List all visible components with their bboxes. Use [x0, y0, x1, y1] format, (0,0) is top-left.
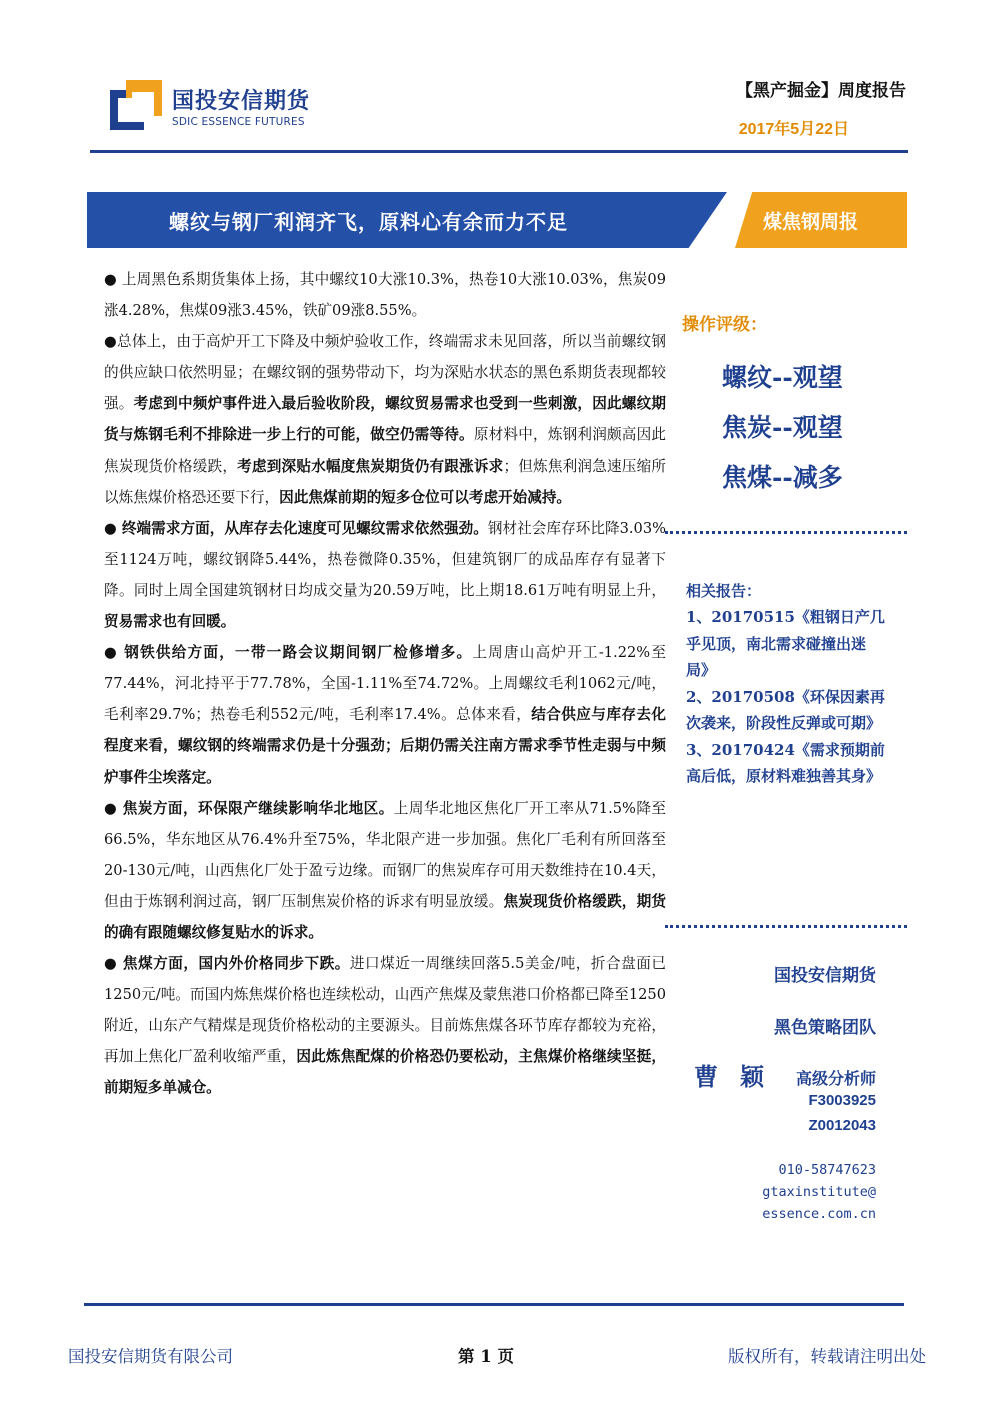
- rating-label: 操作评级：: [682, 315, 767, 335]
- paragraph-emphasis: 贸易需求也有回暖。: [104, 613, 236, 631]
- paragraph-emphasis: ● 焦煤方面，国内外价格同步下跌。: [104, 955, 350, 973]
- logo-text-cn: 国投安信期货: [172, 89, 311, 114]
- title-banner: [87, 192, 907, 248]
- analyst-name: 曹颖: [694, 1062, 786, 1091]
- paragraph-text: 原材料中，炼钢利润颇高因此焦炭现货价格缓跌，: [104, 426, 666, 475]
- logo-mark-icon: [110, 80, 162, 130]
- report-title: 螺纹与钢厂利润齐飞，原料心有余而力不足: [169, 210, 568, 234]
- rating-coking-coal: 焦煤--减多: [722, 463, 843, 492]
- paragraph-demand: [104, 513, 666, 637]
- paragraph-text: 上周唐山高炉开工-1.22%至77.44%，河北持平于77.78%，全国-1.11%至74.72%。上周螺纹毛利1062元/吨，毛利率29.7%；热卷毛利552元/吨，毛利率17.4%。总体来看，: [104, 644, 666, 724]
- report-body: [104, 264, 666, 1104]
- footer-company: 国投安信期货有限公司: [68, 1347, 233, 1366]
- paragraph-emphasis: ● 终端需求方面，从库存去化速度可见螺纹需求依然强劲。: [104, 519, 488, 537]
- paragraph-emphasis: 焦炭现货价格缓跌，期货的确有跟随螺纹修复贴水的诉求。: [104, 892, 666, 941]
- paragraph-summary: [104, 264, 666, 326]
- contact-email-line[interactable]: gtaxinstitute@: [762, 1184, 876, 1200]
- paragraph-supply: [104, 637, 666, 792]
- paragraph-emphasis: 考虑到深贴水幅度焦炭期货仍有跟涨诉求: [237, 457, 504, 475]
- report-date: 2017年5月22日: [738, 121, 849, 138]
- paragraph-emphasis: 因此焦煤前期的短多仓位可以考虑开始减持。: [279, 488, 572, 506]
- page-number: 第 1 页: [458, 1347, 514, 1366]
- analyst-title: 高级分析师: [795, 1069, 876, 1088]
- report-category-tag: 煤焦钢周报: [763, 211, 859, 233]
- paragraph-emphasis: 考虑到中频炉事件进入最后验收阶段，螺纹贸易需求也受到一些刺激，因此螺纹期货与炼钢毛利不排除进一步上行的可能，做空仍需等待。: [104, 395, 666, 444]
- sidebar-divider: [665, 925, 907, 928]
- paragraph-coking-coal: [104, 948, 666, 1103]
- sidebar-divider: [665, 531, 907, 534]
- paragraph-text: ●总体上，由于高炉开工下降及中频炉验收工作，终端需求未见回落，所以当前螺纹钢的供应缺口依然明显；在螺纹钢的强势带动下，均为深贴水状态的黑色系期货表现都较强。: [104, 333, 666, 413]
- license-number: Z0012043: [808, 1117, 876, 1134]
- company-logo: [110, 80, 350, 140]
- company-name: 国投安信期货: [774, 966, 876, 986]
- report-type: 【黑产掘金】周度报告: [736, 81, 906, 101]
- rating-rebar: 螺纹--观望: [722, 363, 843, 392]
- contact-phone: 010-58747623: [778, 1162, 876, 1178]
- paragraph-coke: [104, 793, 666, 948]
- license-number: F3003925: [808, 1092, 876, 1109]
- paragraph-emphasis: 因此炼焦配煤的价格恐仍要松动，主焦煤价格继续坚挺，前期短多单减仓。: [104, 1048, 666, 1097]
- team-name: 黑色策略团队: [774, 1018, 876, 1038]
- rating-coke: 焦炭--观望: [722, 413, 843, 442]
- paragraph-emphasis: 结合供应与库存去化程度来看，螺纹钢的终端需求仍是十分强劲；后期仍需关注南方需求季节性走弱与中频炉事件尘埃落定。: [104, 706, 666, 786]
- related-reports-title: 相关报告：: [686, 582, 762, 600]
- paragraph-text: ；但炼焦利润急速压缩所以炼焦煤价格恐还要下行，: [104, 457, 666, 506]
- related-reports-list: [686, 604, 886, 790]
- paragraph-text: 进口煤近一周继续回落5.5美金/吨，折合盘面已1250元/吨。而国内炼焦煤价格也连续松动，山西产焦煤及蒙焦港口价格都已降至1250附近，山东产气精煤是现货价格松动的主要源头。目前炼焦煤各环节库存都较为充裕，再加上焦化厂盈利收缩严重，: [104, 955, 666, 1066]
- paragraph-text: 上周华北地区焦化厂开工率从71.5%降至66.5%，华东地区从76.4%升至75%，华北限产进一步加强。焦化厂毛利有所回落至20-130元/吨，山西焦化厂处于盈亏边缘。而钢厂的焦炭库存可用天数维持在10.4天，但由于炼钢利润过高，钢厂压制焦炭价格的诉求有明显放缓。: [104, 799, 666, 910]
- paragraph-overview: [104, 326, 666, 513]
- footer-copyright: 版权所有，转载请注明出处: [728, 1347, 926, 1366]
- contact-email-line[interactable]: essence.com.cn: [762, 1206, 876, 1222]
- paragraph-emphasis: ● 钢铁供给方面，一带一路会议期间钢厂检修增多。: [104, 644, 473, 662]
- related-report-link[interactable]: 2、20170508《环保因素再次袭来，阶段性反弹或可期》: [686, 687, 885, 732]
- logo-text-en: SDIC ESSENCE FUTURES: [172, 116, 305, 128]
- related-report-link[interactable]: 1、20170515《粗钢日产几乎见顶，南北需求碰撞出迷局》: [686, 608, 885, 679]
- paragraph-emphasis: ● 焦炭方面，环保限产继续影响华北地区。: [104, 799, 394, 817]
- paragraph-text: ● 上周黑色系期货集体上扬，其中螺纹10大涨10.3%，热卷10大涨10.03%，焦炭09涨4.28%，焦煤09涨3.45%，铁矿09涨8.55%。: [104, 271, 666, 320]
- header-rule: [90, 150, 908, 153]
- footer-rule: [84, 1303, 904, 1306]
- related-report-link[interactable]: 3、20170424《需求预期前高后低，原材料难独善其身》: [686, 740, 885, 785]
- paragraph-text: 钢材社会库存环比降3.03%至1124万吨，螺纹钢降5.44%，热卷微降0.35%，但建筑钢厂的成品库存有显著下降。同时上周全国建筑钢材日均成交量为20.59万吨，比上期18.61万吨有明显上升，: [104, 519, 666, 599]
